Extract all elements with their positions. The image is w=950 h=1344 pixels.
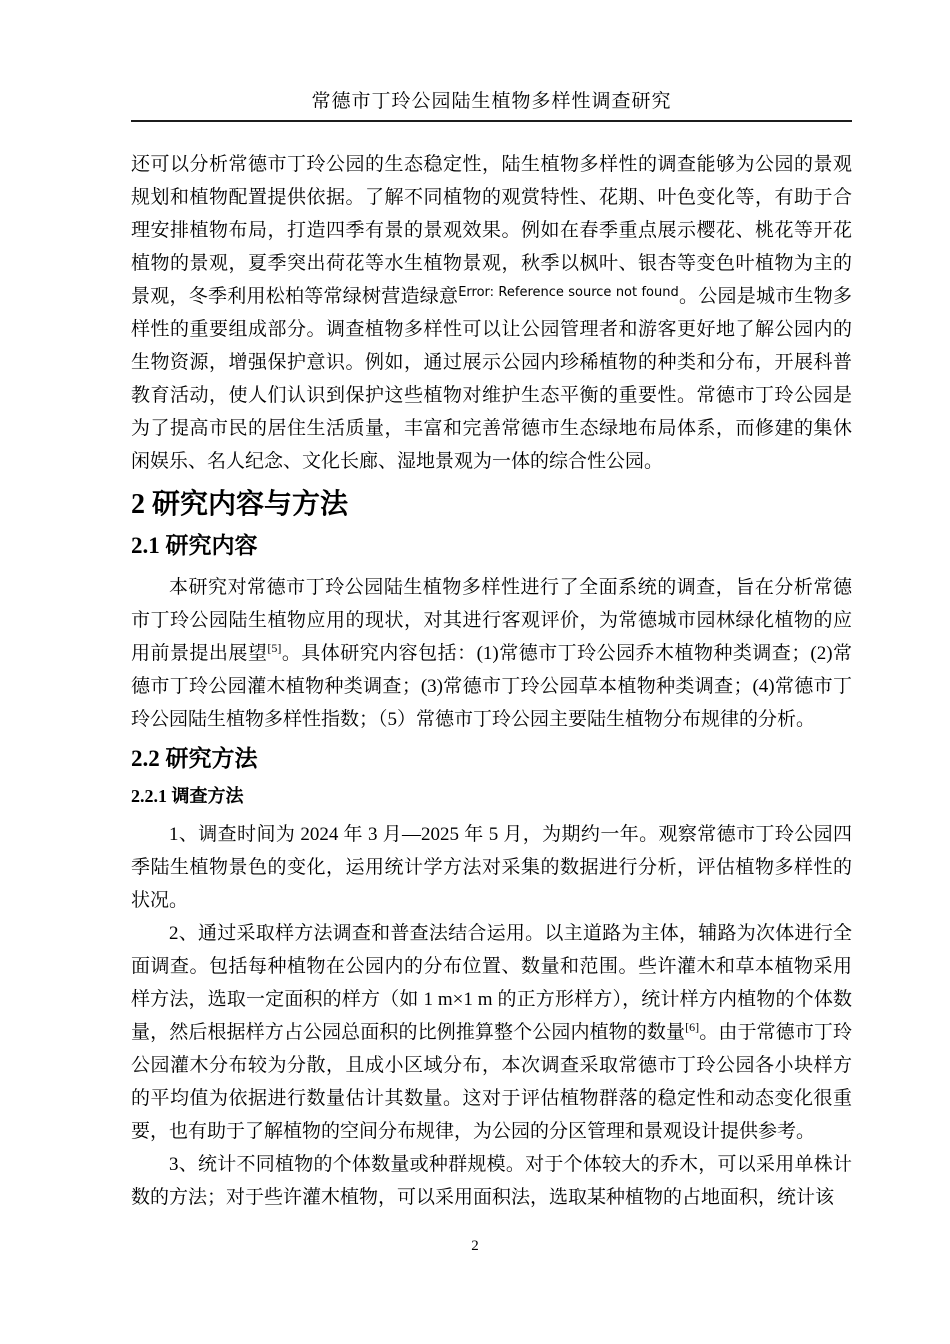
paragraph-method-1: 1、调查时间为 2024 年 3 月—2025 年 5 月，为期约一年。观察常德市丁玲公园四季陆生植物景色的变化，运用统计学方法对采集的数据进行分析，评估植物多样性的状况。 [131,824,852,911]
page-footer [0,1238,950,1255]
research-content-text-2: 。具体研究内容包括：(1)常德市丁玲公园乔木植物种类调查；(2)常德市丁玲公园灌木植物种类调查；(3)常德市丁玲公园草本植物种类调查；(4)常德市丁玲公园陆生植物多样性指数；（5）常德市丁玲公园主要陆生植物分布规律的分析。 [131,643,852,730]
heading-section-2: 2 研究内容与方法 [131,489,349,520]
citation-marker-5: [5] [267,641,282,655]
page-body [131,148,852,1214]
broken-reference-field: Error: Reference source not found [458,285,679,300]
page-header [131,86,852,122]
method-2-text-1: 2、通过采取样方法调查和普查法结合运用。以主道路为主体，辅路为次体进行全面调查。包括每种植物在公园内的分布位置、数量和范围。些许灌木和草本植物采用样方法，选取一定面积的样方（如 1 m×1 m 的正方形样方），统计样方内植物的个体数量，然后根据样方占公园总面积的比例推算整个公园内植物的数量 [131,923,852,1043]
paragraph-intro-continuation [131,148,852,478]
paragraph-method-2 [131,917,852,1148]
citation-marker-6: [6] [685,1020,700,1034]
heading-section-2-2-1: 2.2.1 调查方法 [131,786,244,806]
research-content-text-1: 本研究对常德市丁玲公园陆生植物多样性进行了全面系统的调查，旨在分析常德市丁玲公园陆生植物应用的现状，对其进行客观评价，为常德城市园林绿化植物的应用前景提出展望 [131,577,852,664]
running-head-title: 常德市丁玲公园陆生植物多样性调查研究 [311,91,672,112]
page-number: 2 [471,1238,479,1254]
heading-section-2-2: 2.2 研究方法 [131,746,258,771]
paragraph-method-3: 3、统计不同植物的个体数量或种群规模。对于个体较大的乔木，可以采用单株计数的方法；对于些许灌木植物，可以采用面积法，选取某种植物的占地面积，统计该 [131,1154,852,1208]
paragraph-research-content [131,571,852,736]
intro-text-after-error: 。公园是城市生物多样性的重要组成部分。调查植物多样性可以让公园管理者和游客更好地了解公园内的生物资源，增强保护意识。例如，通过展示公园内珍稀植物的种类和分布，开展科普教育活动，使人们认识到保护这些植物对维护生态平衡的重要性。常德市丁玲公园是为了提高市民的居住生活质量，丰富和完善常德市生态绿地布局体系，而修建的集休闲娱乐、名人纪念、文化长廊、湿地景观为一体的综合性公园。 [131,286,852,472]
heading-section-2-1: 2.1 研究内容 [131,533,258,558]
method-2-text-2: 。由于常德市丁玲公园灌木分布较为分散，且成小区域分布，本次调查采取常德市丁玲公园各小块样方的平均值为依据进行数量估计其数量。这对于评估植物群落的稳定性和动态变化很重要，也有助于了解植物的空间分布规律，为公园的分区管理和景观设计提供参考。 [131,1022,852,1142]
intro-text-before-error: 还可以分析常德市丁玲公园的生态稳定性，陆生植物多样性的调查能够为公园的景观规划和植物配置提供依据。了解不同植物的观赏特性、花期、叶色变化等，有助于合理安排植物布局，打造四季有景的景观效果。例如在春季重点展示樱花、桃花等开花植物的景观，夏季突出荷花等水生植物景观，秋季以枫叶、银杏等变色叶植物为主的景观，冬季利用松柏等常绿树营造绿意 [131,154,852,307]
